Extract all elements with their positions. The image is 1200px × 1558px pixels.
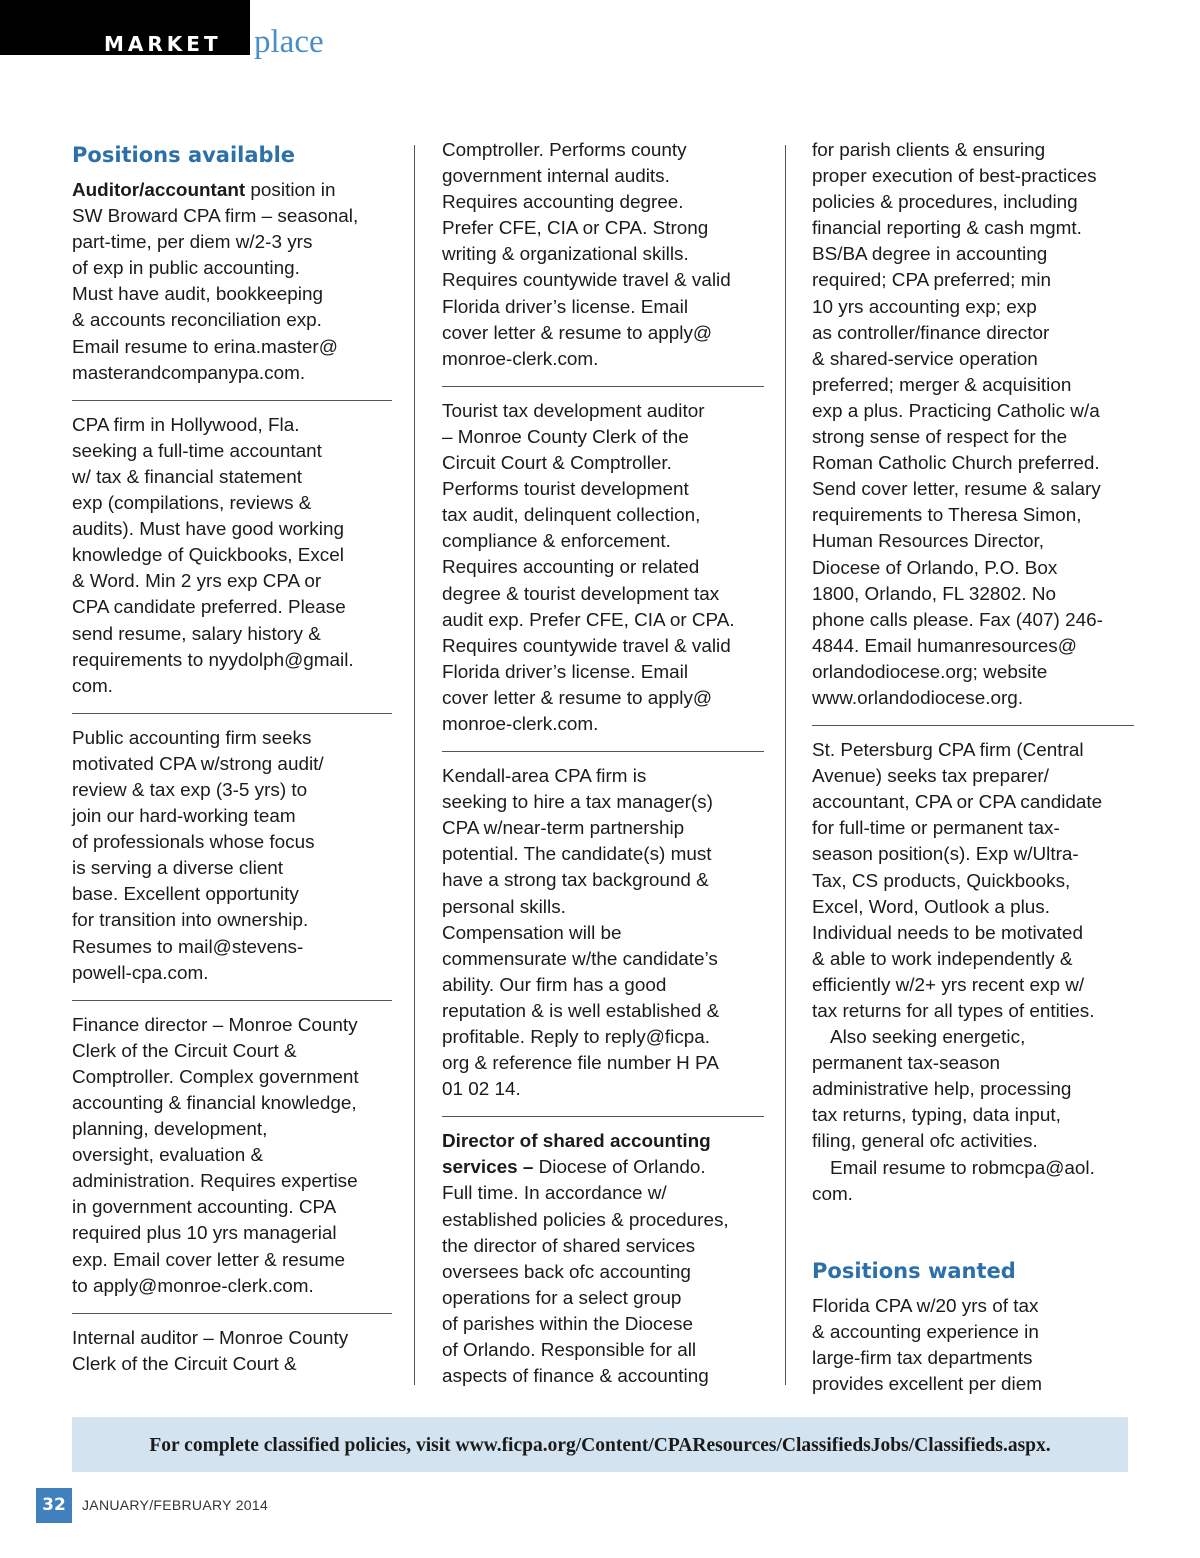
ad-text-line: Requires countywide travel & valid — [442, 270, 731, 292]
ad-text-line: Individual needs to be motivated — [812, 922, 1083, 944]
ad-separator — [72, 1000, 392, 1001]
ad-text-line: Requires accounting degree. — [442, 192, 684, 214]
classified-ad: Director of shared accounting services – Diocese of Orlando. Full time. In accordance w/ established policies & procedures, the director of shared services oversees back ofc accounting operations for a select group of parishes within the Diocese of Orlando. Responsible for all aspects of finance & accounting — [442, 1129, 764, 1390]
ad-text-line: audits). Must have good working — [72, 519, 344, 541]
ad-text-line: knowledge of Quickbooks, Excel — [72, 545, 344, 567]
ad-bold-title: Director of shared accounting — [442, 1131, 711, 1153]
positions-wanted-heading: Positions wanted — [812, 1258, 1016, 1283]
policy-banner — [72, 1417, 1128, 1472]
ad-text-line: Comptroller. Complex government — [72, 1066, 359, 1088]
ad-text-line: season position(s). Exp w/Ultra- — [812, 844, 1079, 866]
ad-text-line: Prefer CFE, CIA or CPA. Strong — [442, 218, 709, 240]
ad-text-line: administrative help, processing — [812, 1079, 1072, 1101]
ad-text-line: filing, general ofc activities. — [812, 1131, 1038, 1153]
ad-text-line: preferred; merger & acquisition — [812, 374, 1072, 396]
ad-text-line: exp (compilations, reviews & — [72, 493, 312, 515]
ad-text-line: accounting & financial knowledge, — [72, 1093, 357, 1114]
classified-ad — [812, 1294, 1134, 1398]
ad-text-line: CPA w/near-term partnership — [442, 818, 685, 840]
ad-text-line: writing & organizational skills. — [442, 244, 689, 266]
ad-text-line: com. — [72, 675, 113, 697]
ad-text-line: Email resume to robmcpa@aol. — [830, 1157, 1095, 1179]
ad-text-line: commensurate w/the candidate’s — [442, 948, 718, 970]
classified-ad — [72, 726, 392, 987]
ad-bold-title: services – — [442, 1157, 534, 1179]
ad-text-line: required; CPA preferred; min — [812, 270, 1052, 292]
ad-text-line: St. Petersburg CPA firm (Central — [812, 740, 1084, 762]
ad-text-line: Public accounting firm seeks — [72, 727, 312, 749]
ad-text-line: BS/BA degree in accounting — [812, 244, 1048, 266]
ad-text-line: phone calls please. Fax (407) 246- — [812, 609, 1103, 631]
ad-text-line: policies & procedures, including — [812, 192, 1078, 214]
ad-text-line: Comptroller. Performs county — [442, 140, 687, 161]
classified-ad — [72, 1326, 392, 1378]
ad-text-line: personal skills. — [442, 896, 566, 918]
ad-text-line: base. Excellent opportunity — [72, 884, 299, 906]
ad-text-line: planning, development, — [72, 1119, 268, 1141]
ad-text-line: send resume, salary history & — [72, 623, 321, 645]
ad-text-line: aspects of finance & accounting — [442, 1366, 709, 1388]
ad-text-line: Email resume to erina.master@ — [72, 336, 338, 358]
ad-text-line: exp. Email cover letter & resume — [72, 1249, 345, 1271]
section-subtitle: place — [254, 24, 324, 60]
ad-text-line: efficiently w/2+ yrs recent exp w/ — [812, 974, 1085, 996]
ad-text-line: provides excellent per diem — [812, 1374, 1042, 1396]
ad-separator — [72, 1313, 392, 1314]
section-title: MARKET — [104, 32, 222, 56]
ad-text-line: Circuit Court & Comptroller. — [442, 453, 672, 475]
ad-text-line: established policies & procedures, — [442, 1209, 729, 1231]
ad-text-line: CPA firm in Hollywood, Fla. — [72, 414, 300, 436]
ad-text-line: is serving a diverse client — [72, 858, 284, 880]
column-1 — [72, 138, 392, 1378]
ad-text-line: Resumes to mail@stevens- — [72, 936, 304, 958]
ad-text-line: seeking to hire a tax manager(s) — [442, 792, 713, 814]
ad-separator — [442, 1116, 764, 1117]
ad-text-line: reputation & is well established & — [442, 1000, 720, 1022]
ad-text-line: government internal audits. — [442, 166, 670, 188]
ad-separator — [72, 400, 392, 401]
ad-text-line: & shared-service operation — [812, 348, 1038, 370]
ad-text-line: Requires accounting or related — [442, 557, 700, 579]
ad-text-line: monroe-clerk.com. — [442, 713, 599, 735]
ad-text-line: www.orlandodiocese.org. — [812, 687, 1024, 709]
ad-text-line: for full-time or permanent tax- — [812, 818, 1060, 840]
ad-text-line: strong sense of respect for the — [812, 427, 1068, 449]
ad-text-line: tax audit, delinquent collection, — [442, 505, 701, 527]
ad-text-line: Clerk of the Circuit Court & — [72, 1040, 297, 1062]
ad-text-line: degree & tourist development tax — [442, 583, 720, 605]
ad-text-line: tax returns for all types of entities. — [812, 1001, 1095, 1022]
ad-text-line: powell-cpa.com. — [72, 962, 209, 984]
classified-ad — [442, 764, 764, 1103]
ad-text-line: com. — [812, 1183, 853, 1205]
classified-ad — [812, 738, 1134, 1208]
ad-text-line: as controller/finance director — [812, 322, 1050, 344]
ad-text-line: & Word. Min 2 yrs exp CPA or — [72, 571, 322, 593]
ad-text-line: cover letter & resume to apply@ — [442, 322, 713, 344]
ad-text-line: financial reporting & cash mgmt. — [812, 218, 1082, 240]
ad-separator — [442, 386, 764, 387]
ad-text-line: oversees back ofc accounting — [442, 1261, 691, 1283]
ad-text-line: potential. The candidate(s) must — [442, 844, 712, 866]
ad-text-line: Requires countywide travel & valid — [442, 635, 731, 657]
ad-text-line: 1800, Orlando, FL 32802. No — [812, 583, 1056, 605]
ad-text-line: seeking a full-time accountant — [72, 440, 322, 462]
ad-text-line: for transition into ownership. — [72, 910, 309, 932]
column-divider — [785, 145, 786, 1385]
ad-text-line: profitable. Reply to reply@ficpa. — [442, 1027, 711, 1048]
ad-text-line: ability. Our firm has a good — [442, 974, 667, 996]
ad-text-line: Compensation will be — [442, 922, 622, 944]
ad-text-line: of parishes within the Diocese — [442, 1313, 693, 1335]
ad-text-line: Florida driver’s license. Email — [442, 296, 689, 318]
ad-text-line: Must have audit, bookkeeping — [72, 284, 323, 306]
ad-text-line: oversight, evaluation & — [72, 1145, 264, 1167]
page-number: 32 — [36, 1488, 72, 1523]
ad-text-line: of professionals whose focus — [72, 832, 315, 854]
ad-text-line: for parish clients & ensuring — [812, 140, 1046, 161]
ad-separator — [812, 725, 1134, 726]
ad-text-line: & accounts reconciliation exp. — [72, 310, 322, 332]
ad-text-line: Human Resources Director, — [812, 531, 1045, 553]
ad-text-line: orlandodiocese.org; website — [812, 661, 1048, 683]
ad-text-line: Avenue) seeks tax preparer/ — [812, 766, 1049, 788]
ad-text-line: part-time, per diem w/2-3 yrs — [72, 232, 313, 254]
ad-text-line: & accounting experience in — [812, 1321, 1039, 1343]
ad-text-line: 01 02 14. — [442, 1079, 521, 1101]
ad-text-line: accountant, CPA or CPA candidate — [812, 792, 1103, 814]
classified-ad: Auditor/accountant position in SW Broward CPA firm – seasonal, part-time, per diem w/2-3 yrs of exp in public accounting. Must have audit, bookkeeping & accounts reconciliation exp. Email resume to erina.master@ masterandcompanypa.com. — [72, 178, 392, 387]
ad-text-line: have a strong tax background & — [442, 870, 709, 892]
ad-text-line: operations for a select group — [442, 1287, 682, 1309]
ad-text-line: Tourist tax development auditor — [442, 400, 705, 422]
ad-text-line: w/ tax & financial statement — [72, 466, 302, 488]
classified-ad-continued — [442, 138, 764, 373]
ad-text-line: administration. Requires expertise — [72, 1171, 358, 1193]
ad-text-line: & able to work independently & — [812, 948, 1073, 970]
ad-text-line: of exp in public accounting. — [72, 258, 300, 280]
ad-text-line: Excel, Word, Outlook a plus. — [812, 896, 1050, 918]
ad-text-line: SW Broward CPA firm – seasonal, — [72, 206, 359, 228]
ad-text-line: requirements to Theresa Simon, — [812, 505, 1082, 527]
ad-text-line: 4844. Email humanresources@ — [812, 635, 1077, 657]
policy-text: For complete classified policies, visit www.ficpa.org/Content/CPAResources/ClassifiedsJobs/Classifieds.aspx. — [149, 1435, 1051, 1456]
ad-text-line: proper execution of best-practices — [812, 166, 1097, 188]
ad-text-line: the director of shared services — [442, 1235, 696, 1257]
ad-text-line: audit exp. Prefer CFE, CIA or CPA. — [442, 609, 735, 631]
ad-text-line: cover letter & resume to apply@ — [442, 687, 713, 709]
ad-text-line: requirements to nyydolph@gmail. — [72, 649, 354, 671]
ad-text-line: to apply@monroe-clerk.com. — [72, 1275, 314, 1297]
ad-text-line: Send cover letter, resume & salary — [812, 479, 1101, 501]
ad-text-line: in government accounting. CPA — [72, 1197, 337, 1219]
classified-ad — [442, 399, 764, 738]
ad-text-line: motivated CPA w/strong audit/ — [72, 753, 324, 775]
ad-text-line: Florida CPA w/20 yrs of tax — [812, 1295, 1039, 1317]
ad-text-line: Roman Catholic Church preferred. — [812, 453, 1100, 475]
ad-text-line: Also seeking energetic, — [830, 1027, 1026, 1049]
ad-text-line: org & reference file number H PA — [442, 1053, 719, 1075]
column-2 — [442, 138, 764, 1390]
ad-text-line: masterandcompanypa.com. — [72, 362, 306, 384]
ad-text-line: Kendall-area CPA firm is — [442, 766, 647, 788]
ad-text-line: exp a plus. Practicing Catholic w/a — [812, 400, 1100, 422]
ad-text-line: Finance director – Monroe County — [72, 1014, 358, 1036]
ad-text-line: large-firm tax departments — [812, 1347, 1033, 1369]
ad-text-line: Full time. In accordance w/ — [442, 1183, 667, 1205]
ad-text-line: – Monroe County Clerk of the — [442, 426, 689, 448]
classified-ad — [72, 413, 392, 700]
ad-text-line: Florida driver’s license. Email — [442, 661, 689, 683]
ad-text-line: compliance & enforcement. — [442, 531, 671, 553]
ad-text-line: monroe-clerk.com. — [442, 348, 599, 370]
positions-available-heading: Positions available — [72, 143, 296, 167]
ad-text-line: 10 yrs accounting exp; exp — [812, 296, 1037, 318]
ad-text-line: review & tax exp (3-5 yrs) to — [72, 779, 308, 801]
ad-separator — [72, 713, 392, 714]
ad-text-line: required plus 10 yrs managerial — [72, 1223, 337, 1245]
ad-bold-title: Auditor/accountant — [72, 180, 246, 201]
ad-text-line: Diocese of Orlando, P.O. Box — [812, 557, 1058, 579]
ad-text-line: Clerk of the Circuit Court & — [72, 1353, 297, 1375]
column-divider — [414, 145, 415, 1385]
ad-text-line: Tax, CS products, Quickbooks, — [812, 870, 1071, 892]
ad-text-line: CPA candidate preferred. Please — [72, 597, 346, 619]
ad-text-line: Internal auditor – Monroe County — [72, 1327, 349, 1349]
ad-text-line: join our hard-working team — [72, 806, 296, 828]
issue-date: JANUARY/FEBRUARY 2014 — [82, 1497, 269, 1513]
ad-text-line: tax returns, typing, data input, — [812, 1105, 1061, 1127]
ad-text-line: permanent tax-season — [812, 1053, 1000, 1075]
column-3 — [812, 138, 1134, 1398]
classified-ad-continued — [812, 138, 1134, 712]
ad-separator — [442, 751, 764, 752]
ad-text-line: Performs tourist development — [442, 479, 689, 501]
ad-text-line: of Orlando. Responsible for all — [442, 1340, 697, 1362]
classified-ad — [72, 1013, 392, 1300]
